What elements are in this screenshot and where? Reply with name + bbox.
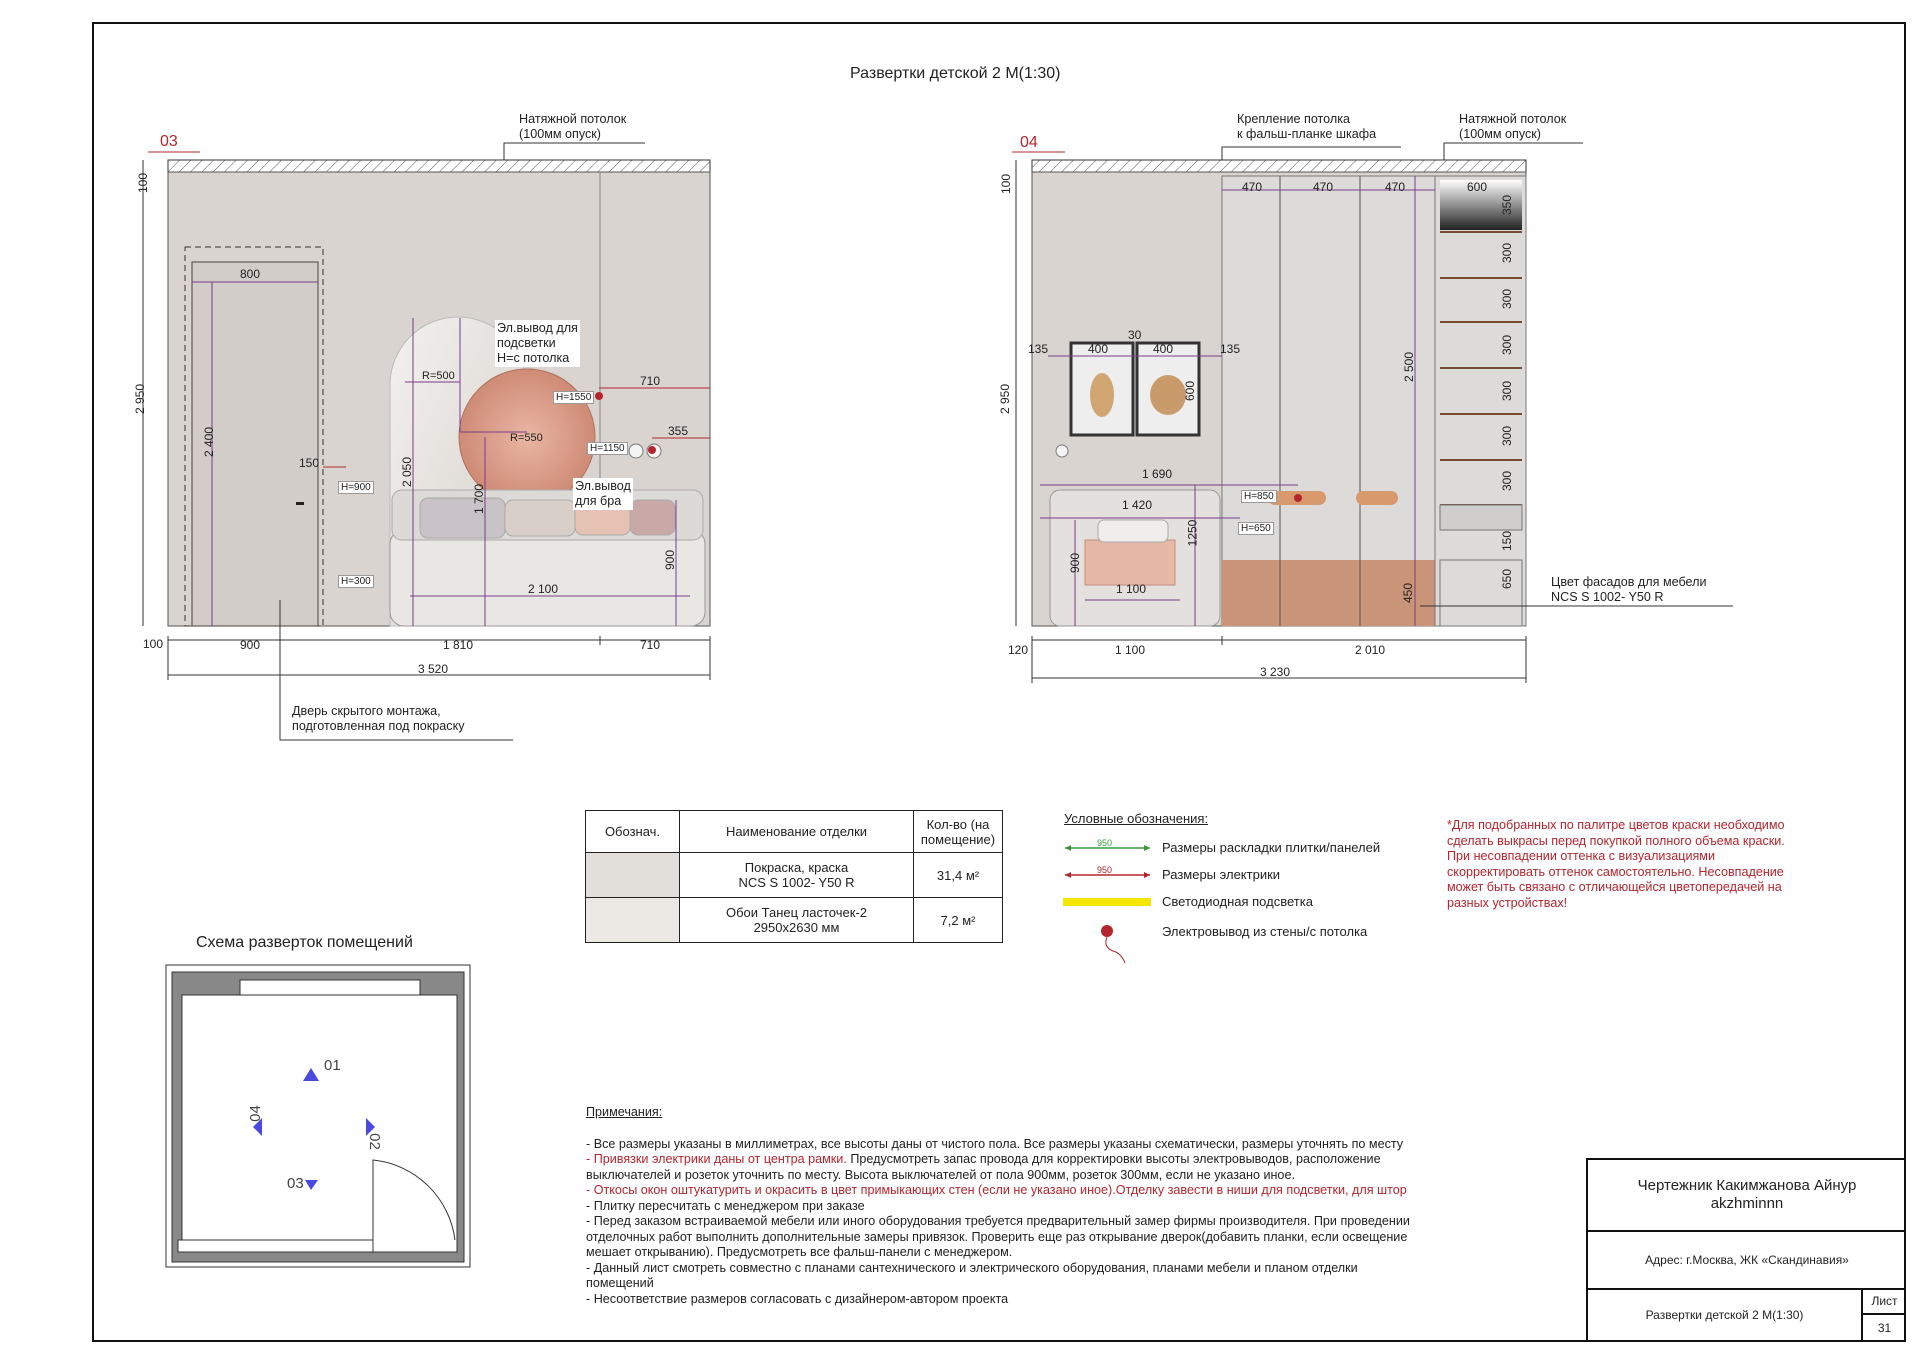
ceiling-note-03: Натяжной потолок (100мм опуск) xyxy=(519,112,627,141)
table-header: Обознач. xyxy=(586,811,680,853)
dim-label: R=500 xyxy=(422,370,455,382)
address: Адрес: г.Москва, ЖК «Скандинавия» xyxy=(1588,1232,1906,1290)
dim-label: 3 520 xyxy=(418,662,449,676)
room-scheme xyxy=(166,965,470,1267)
dim-label: 300 xyxy=(1500,470,1515,492)
dim-label: 135 xyxy=(1220,342,1241,356)
sheet-label: Лист xyxy=(1863,1288,1906,1315)
dim-label: 1 420 xyxy=(1122,498,1153,512)
mount-note: Крепление потолка к фальш-планке шкафа xyxy=(1237,112,1377,141)
dim-label: 900 xyxy=(240,638,261,652)
table-row: Покраска, краска NCS S 1002- Y50 R 31,4 м² xyxy=(586,853,1003,898)
height-badge: H=650 xyxy=(1238,522,1274,535)
scheme-label: 03 xyxy=(287,1175,304,1192)
dim-label: 710 xyxy=(640,638,661,652)
view-04-id: 04 xyxy=(1020,134,1038,151)
dim-label: 470 xyxy=(1385,180,1406,194)
dim-label: 1 810 xyxy=(443,638,474,652)
dim-label: 100 xyxy=(143,637,164,651)
scheme-label: 04 xyxy=(246,1105,264,1122)
legend-title: Условные обозначения: xyxy=(1064,811,1209,826)
wardrobe-door-3 xyxy=(1360,176,1435,626)
dim-label: 650 xyxy=(1500,568,1515,590)
note-line: выключателей и розеток уточнить по месту. Высота выключателей от пола 900мм, розеток 300мм, если не указано иное. xyxy=(586,1167,1295,1182)
height-badge: H=300 xyxy=(338,575,374,588)
dim-label: 1 100 xyxy=(1115,643,1146,657)
dim-label: 300 xyxy=(1500,334,1515,356)
sheet-number: 31 xyxy=(1877,1321,1892,1335)
note-line: - Несоответствие размеров согласовать с дизайнером-автором проекта xyxy=(586,1291,1009,1306)
el-ceiling-note: Эл.вывод для подсветки Н=с потолка xyxy=(497,321,578,365)
scheme-title: Схема разверток помещений xyxy=(196,934,413,951)
table-row: Обои Танец ласточек-2 2950х2630 мм 7,2 м² xyxy=(586,898,1003,943)
wallpaper-swatch xyxy=(586,898,680,943)
dim-label: 150 xyxy=(299,456,320,470)
dim-label: 2 100 xyxy=(528,582,559,596)
table-header: Наименование отделки xyxy=(680,811,914,853)
dim-label: 150 xyxy=(1500,530,1515,552)
bed-03 xyxy=(390,530,705,626)
wardrobe-door-2 xyxy=(1280,176,1360,626)
dim-label: 450 xyxy=(1401,582,1416,604)
note-line: - Плитку пересчитать с менеджером при заказе xyxy=(586,1198,865,1213)
dim-label: 300 xyxy=(1500,242,1515,264)
note-line: - Привязки электрики даны от центра рамки. Предусмотреть запас провода для корректировки высоты электровыводов, расположение xyxy=(586,1152,1381,1166)
note-line: - Данный лист смотреть совместно с планами сантехнического и электрического оборудования, планами мебели и планом отделки xyxy=(586,1260,1358,1275)
dim-label: 800 xyxy=(240,267,261,281)
note-line: - Все размеры указаны в миллиметрах, все высоты даны от чистого пола. Все размеры указаны схематически, размеры уточнять по месту xyxy=(586,1136,1404,1151)
el-bra-note: Эл.вывод для бра xyxy=(575,479,631,508)
dim-label: 2 950 xyxy=(133,383,148,415)
table-header: Кол-во (на помещение) xyxy=(914,811,1003,853)
dim-label: 600 xyxy=(1183,380,1198,402)
dim-label: 100 xyxy=(999,173,1014,195)
dim-label: 1250 xyxy=(1185,519,1200,547)
notes: Примечания: - Все размеры указаны в миллиметрах, все высоты даны от чистого пола. Все размеры указаны схематически, размеры уточнять по месту - Привязки электрики даны от центра рамки. Предусмотреть запас провода для корректировки высоты электровыводов, расположение выключателей и розеток уточнить по месту. Высота выключателей от пола 900мм, розеток 300мм, если не указано иное. - Откосы окон оштукатурить и окрасить в цвет примыкающих стен (если не указано иное).Отделку завести в ниши для подсветки, для штор - Плитку пересчитать с менеджером при заказе - Перед заказом встраиваемой мебели или иного оборудования требуется предварительный замер фирмы производителя. При проведении отделочных работ выполнить дополнительные замеры привязок. Проверить еще раз открывание дверок(добавить планки, если освещение мешает открыванию). Предусмотреть все фальш-панели с менеджером. - Данный лист смотреть совместно с планами сантехнического и электрического оборудования, планами мебели и планом отделки помещений - Несоответствие размеров согласовать с дизайнером-автором проекта xyxy=(586,1105,1586,1307)
scheme-label: 02 xyxy=(365,1133,383,1150)
dim-label: 100 xyxy=(136,172,151,194)
height-badge: H=1150 xyxy=(587,442,628,455)
dim-label: 30 xyxy=(1128,328,1142,342)
note-line: мешает открыванию). Предусмотреть все фальш-панели с менеджером. xyxy=(586,1245,1013,1259)
ceiling-hatch xyxy=(168,160,710,172)
dim-label: 900 xyxy=(663,549,678,571)
view-03-id: 03 xyxy=(160,133,178,150)
dim-label: 300 xyxy=(1500,380,1515,402)
dim-label: 470 xyxy=(1313,180,1334,194)
legend-item: Размеры раскладки плитки/панелей xyxy=(1162,840,1381,855)
dim-label: 300 xyxy=(1500,288,1515,310)
title-block xyxy=(1586,1158,1906,1342)
dim-label: 900 xyxy=(1068,552,1083,574)
dim-label: 120 xyxy=(1008,643,1029,657)
dim-label: 300 xyxy=(1500,425,1515,447)
dim-label: 400 xyxy=(1088,342,1109,356)
dim-label: 2 050 xyxy=(400,456,415,488)
dim-label: R=550 xyxy=(510,432,543,444)
height-badge: H=1550 xyxy=(553,391,594,404)
height-badge: H=900 xyxy=(338,481,374,494)
dim-label: 135 xyxy=(1028,342,1049,356)
dim-label: 470 xyxy=(1242,180,1263,194)
note-line: - Перед заказом встраиваемой мебели или иного оборудования требуется предварительный замер фирмы производителя. При проведении xyxy=(586,1214,1410,1228)
sheet-title: Развертки детской 2 М(1:30) xyxy=(1588,1288,1863,1342)
dim-label: 2 950 xyxy=(998,383,1013,415)
dim-label: 2 400 xyxy=(202,426,217,458)
legend-item: Размеры электрики xyxy=(1162,867,1281,882)
dim-label: 710 xyxy=(640,374,661,388)
wardrobe-door-1 xyxy=(1222,176,1280,626)
note-line: отделочных работ выполнить дополнительные замеры привязок. Проверить еще раз открывание дверок(добавить планки, если освещение xyxy=(586,1229,1408,1244)
dim-label: 600 xyxy=(1467,180,1488,194)
paint-warning: *Для подобранных по палитре цветов краски необходимо сделать выкрасы перед покупкой полного объема краски. При несовпадении оттенка с визуализациями скорректировать оттенок самостоятельно. Несовпадение может быть связано с отличающейся цветопередачей на разных устройствах! xyxy=(1447,818,1785,910)
legend-item: Светодиодная подсветка xyxy=(1162,894,1313,909)
dim-label: 1 690 xyxy=(1142,467,1173,481)
paint-swatch xyxy=(586,853,680,898)
author-block: Чертежник Какимжанова Айнур akzhminnn xyxy=(1588,1160,1906,1232)
legend-num: 950 xyxy=(1097,838,1113,848)
dim-label: 355 xyxy=(668,424,689,438)
ceiling-note-04: Натяжной потолок (100мм опуск) xyxy=(1459,112,1567,141)
note-line: - Откосы окон оштукатурить и окрасить в цвет примыкающих стен (если не указано иное).Отделку завести в ниши для подсветки, для штор xyxy=(586,1183,1407,1197)
dim-label: 3 230 xyxy=(1260,665,1291,679)
dim-label: 2 010 xyxy=(1355,643,1386,657)
height-badge: H=850 xyxy=(1241,490,1277,503)
scheme-label: 01 xyxy=(324,1057,341,1074)
finish-table xyxy=(585,810,1003,943)
dim-label: 1 700 xyxy=(472,483,487,515)
page-title: Развертки детской 2 М(1:30) xyxy=(850,65,1061,82)
dim-label: 400 xyxy=(1153,342,1174,356)
dim-label: 1 100 xyxy=(1116,582,1147,596)
legend-item: Электровывод из стены/с потолка xyxy=(1162,924,1368,939)
facade-note: Цвет фасадов для мебели NCS S 1002- Y50 R xyxy=(1551,575,1707,604)
legend-num: 950 xyxy=(1097,865,1113,875)
door-note: Дверь скрытого монтажа, подготовленная под покраску xyxy=(292,704,465,733)
led-legend-swatch xyxy=(1063,898,1151,906)
dim-label: 2 500 xyxy=(1402,351,1417,383)
dim-label: 350 xyxy=(1500,194,1515,216)
note-line: помещений xyxy=(586,1276,654,1290)
